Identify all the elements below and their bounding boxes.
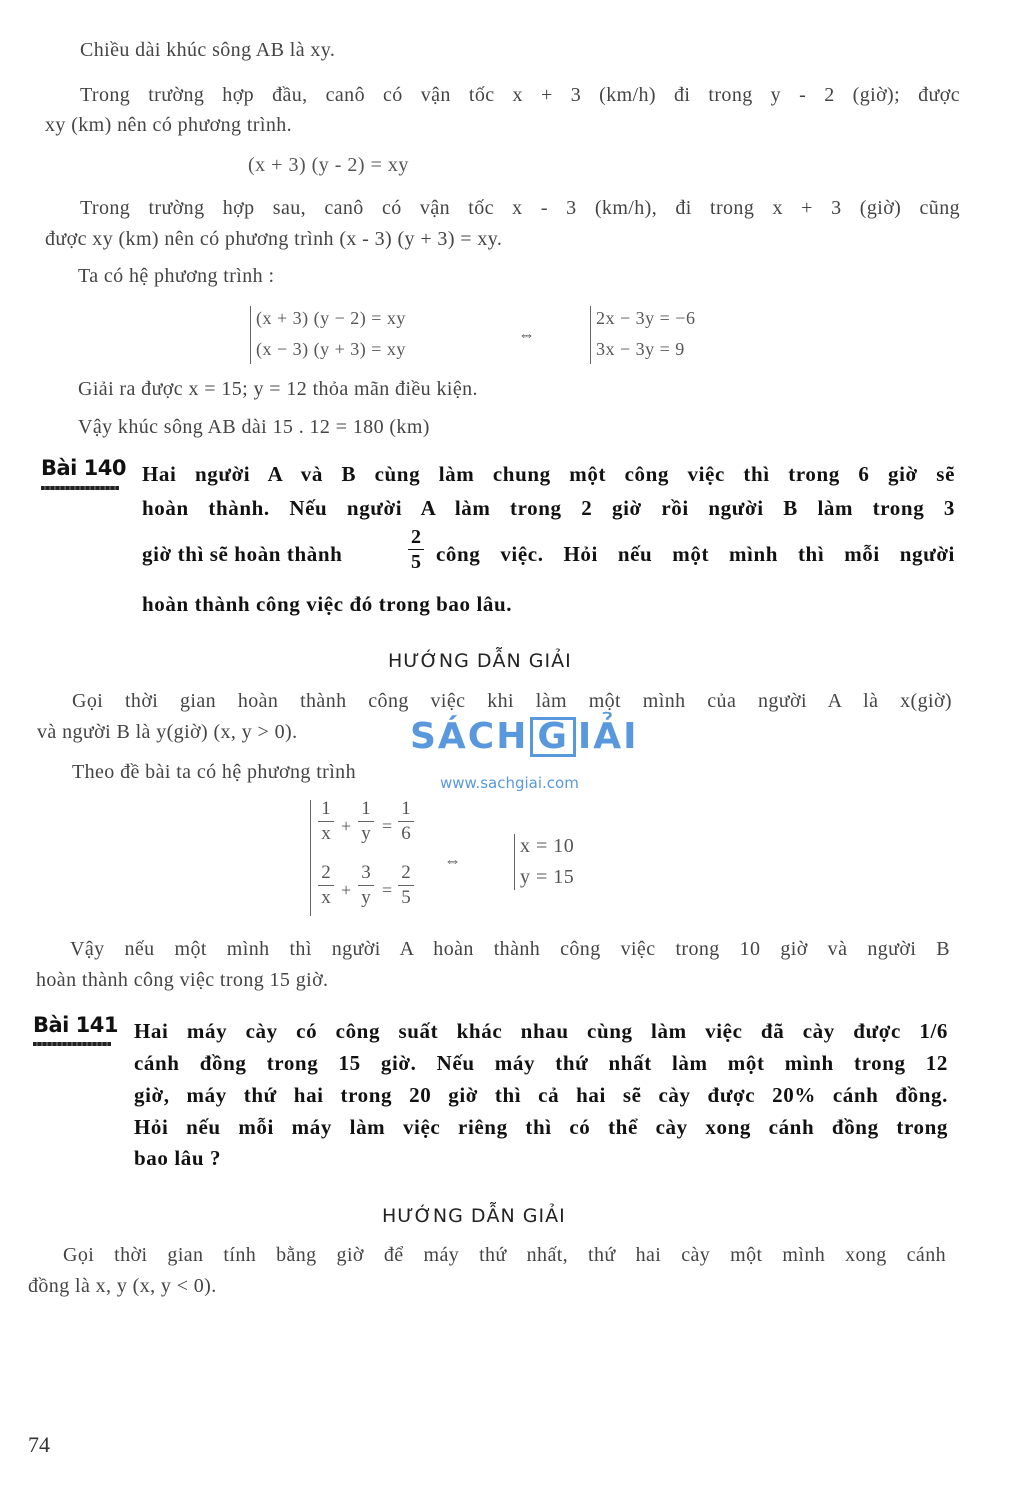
fraction-numerator: 2 — [401, 862, 411, 883]
problem-text: hoàn thành công việc đó trong bao lâu. — [142, 592, 513, 616]
section-heading: HƯỚNG DẪN GIẢI — [388, 650, 572, 672]
system-brace — [310, 800, 311, 916]
problem-text: giờ, máy thứ hai trong 20 giờ thì cả hai sẽ cày được 20% cánh đồng. — [134, 1083, 948, 1107]
watermark-text: SÁCH — [410, 716, 529, 757]
plus-sign: + — [341, 880, 352, 900]
problem-text: Hai người A và B cùng làm chung một công việc thì trong 6 giờ sẽ — [142, 462, 955, 486]
text-line: Trong trường hợp sau, canô có vận tốc x - 3 (km/h), đi trong x + 3 (giờ) cũng — [80, 197, 960, 219]
text-line: Vậy nếu một mình thì người A hoàn thành công việc trong 10 giờ và người B — [70, 938, 950, 960]
equivalence-symbol: ⇔ — [518, 325, 536, 344]
watermark-text: IẢI — [577, 716, 639, 757]
text-line: Trong trường hợp đầu, canô có vận tốc x + 3 (km/h) đi trong y - 2 (giờ); được — [80, 84, 960, 106]
problem-text: hoàn thành. Nếu người A làm trong 2 giờ rồi người B làm trong 3 — [142, 496, 955, 520]
fraction-numerator: 2 — [321, 862, 331, 883]
equation: 3x − 3y = 9 — [596, 339, 685, 359]
fraction-numerator: 1 — [401, 798, 411, 819]
text-line: xy (km) nên có phương trình. — [45, 114, 293, 136]
equation: y = 15 — [520, 866, 575, 888]
fraction-numerator: 1 — [361, 798, 371, 819]
text-line: Gọi thời gian tính bằng giờ để máy thứ nhất, thứ hai cày một mình xong cánh — [63, 1244, 946, 1266]
text-line: đồng là x, y (x, y < 0). — [28, 1275, 217, 1297]
system-brace — [514, 834, 515, 890]
problem-text: bao lâu ? — [134, 1146, 222, 1170]
page-number: 74 — [28, 1432, 50, 1457]
equation: (x + 3) (y - 2) = xy — [248, 154, 409, 176]
fraction — [358, 798, 374, 845]
text-line: Chiều dài khúc sông AB là xy. — [80, 39, 336, 61]
problem-text: Hai máy cày có công suất khác nhau cùng làm việc đã cày được 1/6 — [134, 1019, 948, 1043]
fraction-numerator: 1 — [321, 798, 331, 819]
watermark-url: www.sachgiai.com — [440, 774, 579, 792]
text-line: Gọi thời gian hoàn thành công việc khi làm một mình của người A là x(giờ) — [72, 690, 952, 712]
text-line: Theo đề bài ta có hệ phương trình — [72, 761, 356, 783]
fraction-denominator: y — [361, 887, 371, 908]
fraction-bar — [398, 821, 414, 822]
fraction-denominator: y — [361, 823, 371, 844]
fraction-bar — [318, 885, 334, 886]
problem-text: giờ thì sẽ hoàn thành — [142, 542, 343, 566]
problem-label-rule — [33, 1042, 111, 1046]
fraction-bar — [358, 885, 374, 886]
fraction-numerator: 3 — [361, 862, 371, 883]
fraction — [318, 862, 334, 909]
fraction-numerator: 2 — [411, 526, 421, 548]
fraction — [398, 798, 414, 845]
equivalence-symbol: ⇔ — [444, 851, 462, 870]
problem-text: Hỏi nếu mỗi máy làm việc riêng thì có thể cày xong cánh đồng trong — [134, 1115, 948, 1139]
fraction — [358, 862, 374, 909]
problem-text: công việc. Hỏi nếu một mình thì mỗi người — [436, 542, 955, 566]
fraction-denominator: x — [321, 823, 331, 844]
fraction-bar — [398, 885, 414, 886]
text-line: Vậy khúc sông AB dài 15 . 12 = 180 (km) — [78, 416, 430, 438]
fraction — [318, 798, 334, 845]
text-line: Giải ra được x = 15; y = 12 thỏa mãn điều kiện. — [78, 378, 478, 400]
watermark-g-box: G — [530, 717, 576, 757]
problem-text: cánh đồng trong 15 giờ. Nếu máy thứ nhất làm một mình trong 12 — [134, 1051, 948, 1075]
equation: x = 10 — [520, 835, 575, 857]
system-brace — [250, 306, 251, 364]
fraction-bar — [408, 549, 424, 550]
equation: (x − 3) (y + 3) = xy — [256, 339, 406, 359]
equals-sign: = — [382, 880, 393, 900]
watermark-logo — [410, 716, 639, 757]
equation: 2x − 3y = −6 — [596, 308, 696, 328]
fraction-denominator: 5 — [411, 551, 421, 573]
section-heading: HƯỚNG DẪN GIẢI — [382, 1205, 566, 1227]
text-line: được xy (km) nên có phương trình (x - 3) (y + 3) = xy. — [45, 228, 503, 250]
text-line: và người B là y(giờ) (x, y > 0). — [37, 721, 298, 743]
fraction-bar — [318, 821, 334, 822]
fraction-two-fifths — [408, 526, 424, 573]
equals-sign: = — [382, 816, 393, 836]
fraction — [398, 862, 414, 909]
system-brace — [590, 306, 591, 364]
problem-label: Bài 141 — [33, 1013, 119, 1037]
fraction-bar — [358, 821, 374, 822]
fraction-denominator: x — [321, 887, 331, 908]
equation: (x + 3) (y − 2) = xy — [256, 308, 406, 328]
plus-sign: + — [341, 816, 352, 836]
fraction-denominator: 5 — [401, 887, 411, 908]
text-line: Ta có hệ phương trình : — [78, 265, 275, 287]
text-line: hoàn thành công việc trong 15 giờ. — [36, 969, 329, 991]
fraction-denominator: 6 — [401, 823, 411, 844]
problem-label: Bài 140 — [41, 456, 127, 480]
problem-label-rule — [41, 486, 119, 490]
